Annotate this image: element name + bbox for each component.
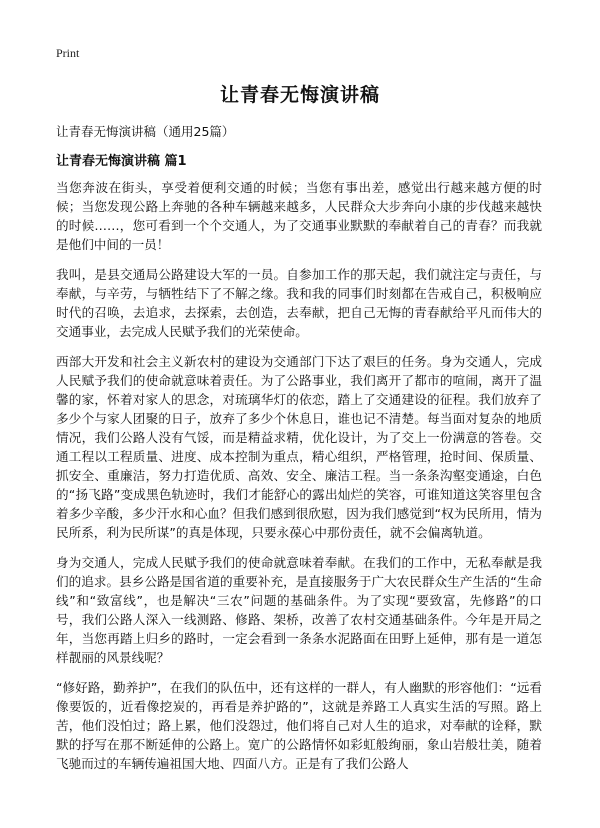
paragraph: 当您奔波在街头，享受着便利交通的时候；当您有事出差，感觉出行越来越方便的时候；当您发现公路上奔驰的各种车辆越来越多，人民群众大步奔向小康的步伐越来越快的时候……，您可看到一个个交通人，为了交通事业默默的奉献着自己的青春？而我就是他们中间的一员！ <box>56 180 542 252</box>
print-link[interactable]: Print <box>56 46 80 60</box>
paragraph: 西部大开发和社会主义新农村的建设为交通部门下达了艰巨的任务。身为交通人，完成人民赋予我们的使命就意味着责任。为了公路事业，我们离开了都市的喧闹，离开了温馨的家，怀着对家人的思念，对琉璃华灯的依恋，踏上了交通建设的征程。我们放弃了多少个与家人团聚的日子，放弃了多少个休息日，谁也记不清楚。每当面对复杂的地质情况，我们公路人没有气馁，而是精益求精，优化设计，为了交上一份满意的答卷。交通工程以工程质量、进度、成本控制为重点，精心组织，严格管理，抢时间、保质量、抓安全、重廉洁，努力打造优质、高效、安全、廉洁工程。当一条条沟壑变通途，白色的“扬飞路”变成黑色轨迹时，我们才能舒心的露出灿烂的笑容，可谁知道这笑容里包含着多少辛酸，多少汗水和心血？但我们感到很欣慰，因为我们感觉到“权为民所用，情为民所系，利为民所谋”的真是体现，只要永葆心中那份责任，就不会偏离轨道。 <box>56 354 542 540</box>
paragraph: “修好路，勤养护”，在我们的队伍中，还有这样的一群人，有人幽默的形容他们：“远看像要饭的，近看像挖炭的，再看是养护路的”，这就是养路工人真实生活的写照。路上苦，他们没怕过；路上累，他们没怨过，他们将自己对人生的追求，对奉献的诠释，默默的抒写在那不断延伸的公路上。宽广的公路情怀如彩虹般绚丽，象山岩般壮美，随着飞驰而过的车辆传遍祖国大地、四面八方。正是有了我们公路人 <box>56 680 542 771</box>
paragraph: 我叫，是县交通局公路建设大军的一员。自参加工作的那天起，我们就注定与责任，与奉献，与辛劳，与牺牲结下了不解之缘。我和我的同事们时刻都在告戒自己，积极响应时代的召唤，去追求，去探索，去创造，去奉献，把自己无悔的青春献给平凡而伟大的交通事业，去完成人民赋予我们的光荣使命。 <box>56 267 542 339</box>
section-heading: 让青春无悔演讲稿 篇1 <box>56 154 187 169</box>
paragraph: 身为交通人，完成人民赋予我们的使命就意味着奉献。在我们的工作中，无私奉献是我们的追求。县乡公路是国省道的重要补充，是直接服务于广大农民群众生产生活的“生命线”和“致富线”，也是解决“三农”问题的基础条件。为了实现“要致富，先修路”的口号，我们公路人深入一线测路、修路、架桥，改善了农村交通基础条件。今年是开局之年，当您再踏上归乡的路时，一定会看到一条条水泥路面在田野上延伸，那有是一道怎样靓丽的风景线呢？ <box>56 555 542 665</box>
article-body <box>56 178 542 784</box>
page-title: 让青春无悔演讲稿 <box>219 84 380 106</box>
document-subtitle: 让青春无悔演讲稿（通用25篇） <box>56 124 235 139</box>
